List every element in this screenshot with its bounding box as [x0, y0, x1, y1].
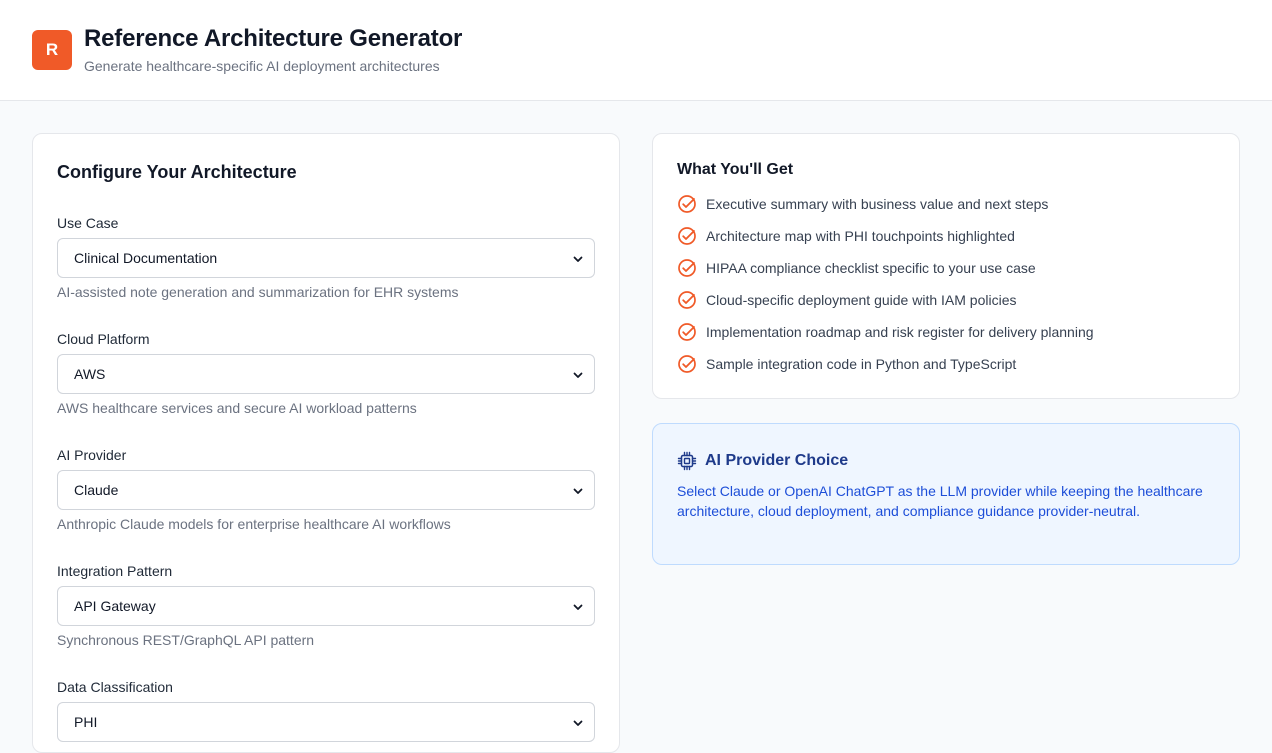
- check-circle-icon: [677, 322, 697, 342]
- app-logo: R: [32, 30, 72, 70]
- chevron-down-icon: [572, 601, 584, 613]
- what-youll-get-card: [652, 133, 1240, 399]
- page-subtitle: Generate healthcare-specific AI deployment architectures: [84, 58, 440, 74]
- ai-provider-label: AI Provider: [57, 447, 127, 463]
- ai-provider-choice-title: AI Provider Choice: [705, 452, 849, 469]
- check-circle-icon: [677, 290, 697, 310]
- configure-card-title: Configure Your Architecture: [57, 162, 297, 182]
- chevron-down-icon: [572, 485, 584, 497]
- list-item-text: Implementation roadmap and risk register for delivery planning: [706, 324, 1094, 340]
- list-item-text: HIPAA compliance checklist specific to your use case: [706, 260, 1036, 276]
- integration-pattern-select[interactable]: [57, 586, 595, 626]
- chevron-down-icon: [572, 369, 584, 381]
- list-item-text: Executive summary with business value and next steps: [706, 196, 1049, 212]
- list-item: [677, 193, 1048, 215]
- ai-provider-help: Anthropic Claude models for enterprise healthcare AI workflows: [57, 516, 451, 532]
- integration-pattern-value: API Gateway: [74, 598, 156, 614]
- check-circle-icon: [677, 194, 697, 214]
- list-item: [677, 289, 1016, 311]
- app-header: [0, 0, 1272, 101]
- cloud-platform-select[interactable]: [57, 354, 595, 394]
- page-title: Reference Architecture Generator: [84, 25, 463, 52]
- cpu-chip-icon: [677, 451, 697, 471]
- data-classification-label: Data Classification: [57, 679, 173, 695]
- list-item-text: Sample integration code in Python and TypeScript: [706, 356, 1017, 372]
- list-item: [677, 321, 1094, 343]
- chevron-down-icon: [572, 717, 584, 729]
- list-item: [677, 353, 1016, 375]
- configure-architecture-card: [32, 133, 620, 753]
- integration-pattern-help: Synchronous REST/GraphQL API pattern: [57, 632, 315, 648]
- list-item: [677, 257, 1036, 279]
- cloud-platform-label: Cloud Platform: [57, 331, 150, 347]
- data-classification-select[interactable]: [57, 702, 595, 742]
- chevron-down-icon: [572, 253, 584, 265]
- what-youll-get-title: What You'll Get: [677, 161, 794, 178]
- ai-provider-value: Claude: [74, 482, 119, 498]
- ai-provider-select[interactable]: [57, 470, 595, 510]
- cloud-platform-help: AWS healthcare services and secure AI workload patterns: [57, 400, 417, 416]
- use-case-help: AI-assisted note generation and summarization for EHR systems: [57, 284, 459, 300]
- check-circle-icon: [677, 354, 697, 374]
- check-circle-icon: [677, 258, 697, 278]
- data-classification-value: PHI: [74, 714, 98, 730]
- list-item: [677, 225, 1015, 247]
- use-case-value: Clinical Documentation: [74, 250, 218, 266]
- list-item-text: Architecture map with PHI touchpoints highlighted: [706, 228, 1015, 244]
- list-item-text: Cloud-specific deployment guide with IAM policies: [706, 292, 1017, 308]
- use-case-select[interactable]: [57, 238, 595, 278]
- integration-pattern-label: Integration Pattern: [57, 563, 173, 579]
- check-circle-icon: [677, 226, 697, 246]
- use-case-label: Use Case: [57, 215, 119, 231]
- ai-provider-choice-description: Select Claude or OpenAI ChatGPT as the LLM provider while keeping the healthcare architecture, cloud deployment, and compliance guidance provider-neutral.: [677, 483, 1203, 519]
- ai-provider-choice-card: [652, 423, 1240, 565]
- cloud-platform-value: AWS: [74, 366, 106, 382]
